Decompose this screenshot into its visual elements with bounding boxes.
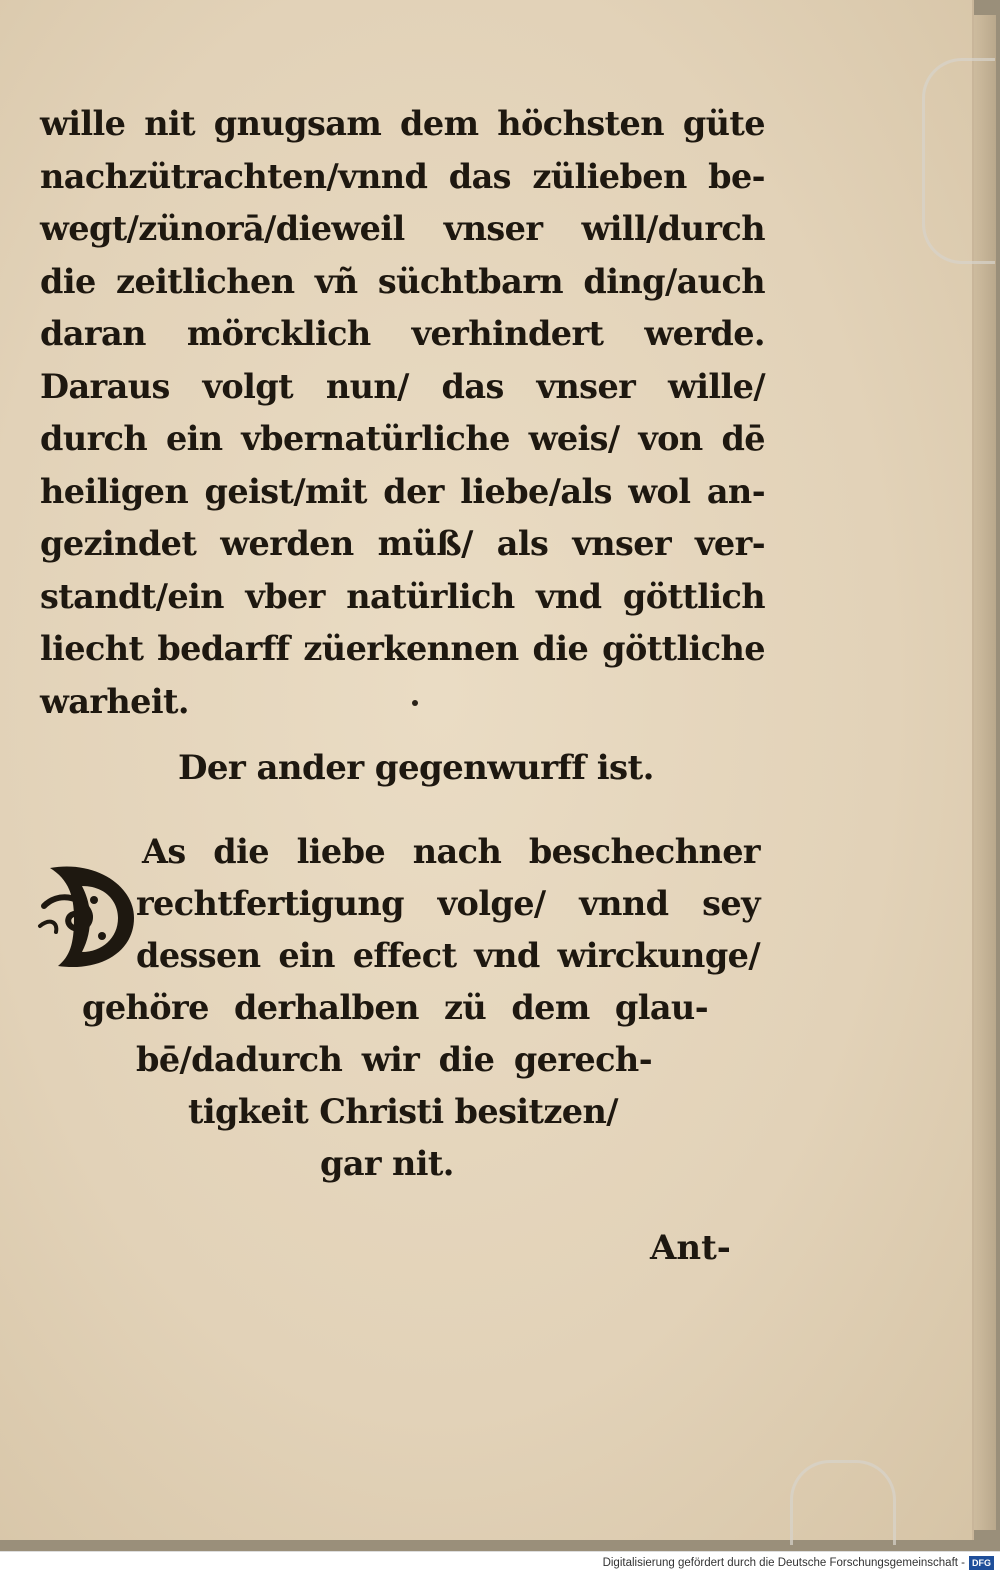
text-line: dessen ein effect vnd wirckunge/ xyxy=(136,936,760,975)
text-line: liecht bedarff züerkennen die göttliche xyxy=(40,629,765,668)
text-line: tigkeit Christi besitzen/ xyxy=(188,1092,618,1131)
decorated-initial xyxy=(36,856,140,974)
text-line: daran mörcklich verhindert werde. xyxy=(40,314,765,353)
footer-credit: Digitalisierung gefördert durch die Deutsche Forschungsgemeinschaft - xyxy=(602,1556,965,1569)
ink-dot xyxy=(412,700,418,706)
text-line: heiligen geist/mit der liebe/als wol an- xyxy=(40,471,765,511)
text-line: standt/ein vber natürlich vnd göttlich xyxy=(40,576,765,616)
section-heading: Der ander gegenwurff ist. xyxy=(178,748,654,788)
text-line: die zeitlichen vñ süchtbarn ding/auch xyxy=(40,261,765,301)
text-line: durch ein vbernatürliche weis/ von dē xyxy=(40,419,765,458)
text-line: nachzütrachten/vnnd das zülieben be- xyxy=(40,156,765,196)
text-line: Daraus volgt nun/ das vnser wille/ xyxy=(40,366,765,406)
text-line: wegt/zünorā/dieweil vnser will/durch xyxy=(40,209,765,248)
decorated-initial-d-icon xyxy=(36,856,140,974)
page-clip-top xyxy=(922,58,995,264)
text-line: wille nit gnugsam dem höchsten güte xyxy=(40,104,765,143)
text-line: gar nit. xyxy=(320,1144,454,1183)
body-paragraph-1 xyxy=(40,98,765,728)
text-line: warheit. xyxy=(40,681,189,721)
text-line: rechtfertigung volge/ vnnd sey xyxy=(136,884,760,923)
page-clip-bottom xyxy=(790,1460,896,1545)
dfg-logo: DFG xyxy=(969,1556,994,1570)
text-line: gehöre derhalben zü dem glau- xyxy=(82,988,708,1027)
text-line: As die liebe nach beschechner xyxy=(142,832,760,871)
text-line: gezindet werden müß/ als vnser ver- xyxy=(40,524,765,563)
text-line: bē/dadurch wir die gerech- xyxy=(136,1040,652,1079)
catchword: Ant- xyxy=(650,1228,731,1268)
footer-bar xyxy=(0,1551,1000,1573)
